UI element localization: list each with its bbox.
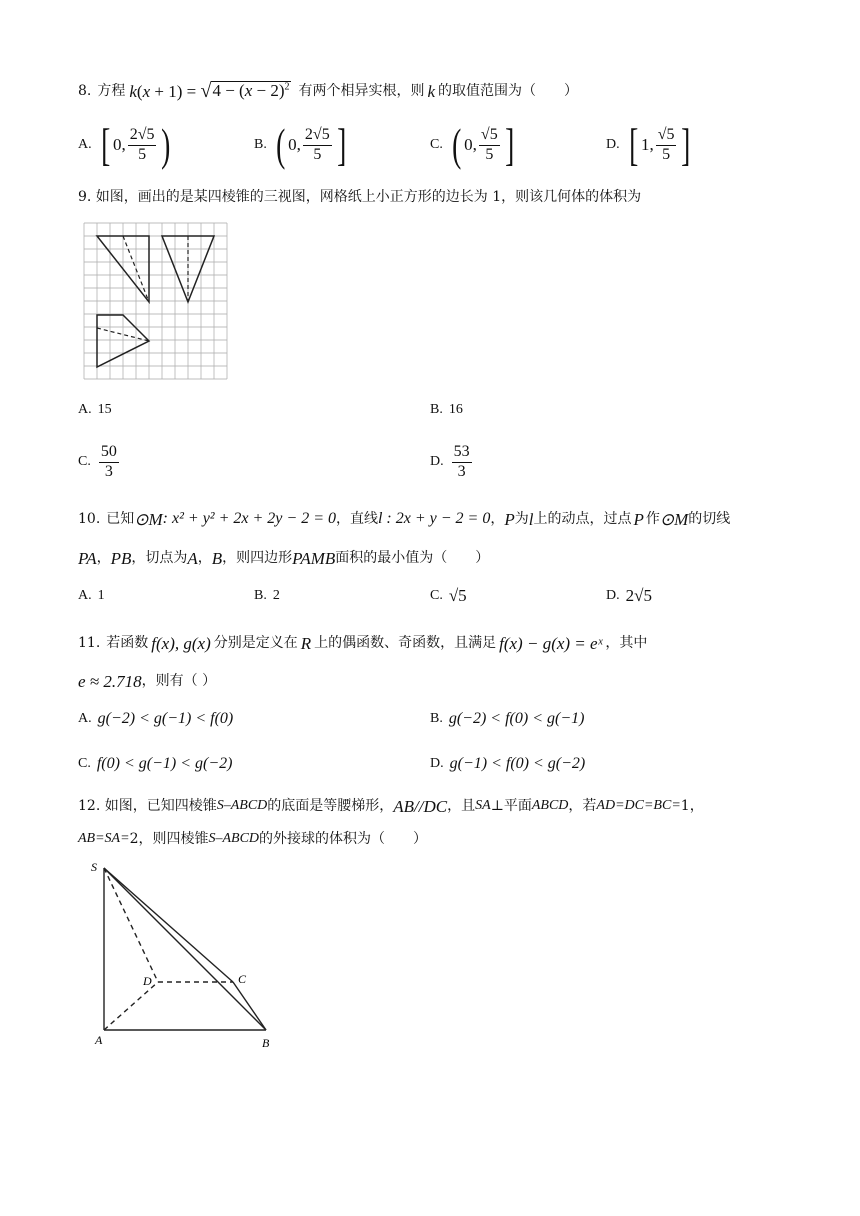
text: 的切线	[688, 511, 731, 527]
frac-den: 5	[662, 145, 671, 163]
views	[97, 236, 214, 367]
fraction	[452, 443, 472, 481]
option-label: C.	[78, 454, 91, 469]
q11-stem-line1	[78, 632, 647, 654]
text: ，其中	[605, 635, 648, 651]
frac-num: √5	[479, 126, 500, 145]
option-label: A.	[78, 711, 92, 726]
q9-option-b[interactable]	[430, 402, 463, 418]
q12-stem-line1	[78, 795, 704, 817]
text: ，	[689, 798, 704, 814]
bracket: (	[275, 119, 286, 170]
text: ，则有（ ）	[141, 673, 217, 689]
q9-stem: 9. 如图，画出的是某四棱锥的三视图，网格纸上小正方形的边长为 1，则该几何体的体积为	[78, 189, 642, 205]
option-value: 16	[448, 402, 463, 417]
option-label: B.	[430, 711, 443, 726]
option-left: 0,	[112, 135, 126, 154]
fraction	[656, 126, 677, 164]
frac-den: 3	[457, 462, 466, 480]
option-value: 2√5	[625, 586, 652, 605]
q10-stem-line1	[78, 508, 730, 530]
option-label: D.	[430, 756, 444, 771]
option-left: 0,	[464, 135, 477, 154]
text: 1	[680, 798, 690, 814]
option-label: D.	[606, 588, 620, 603]
var: P	[504, 509, 515, 529]
option-value: f(0) < g(−1) < g(−2)	[96, 755, 233, 772]
q11-stem-line2	[78, 670, 216, 692]
q10-option-b[interactable]	[254, 588, 280, 604]
frac-num: 50	[99, 443, 119, 462]
text: 上的偶函数、奇函数，且满足	[314, 635, 497, 651]
var: A	[187, 548, 198, 568]
var: l	[528, 509, 534, 529]
q8-option-c[interactable]	[430, 118, 517, 172]
option-value: 1	[97, 588, 105, 603]
text: 作	[645, 511, 660, 527]
edge-sd	[104, 868, 158, 982]
option-label: A.	[78, 402, 92, 417]
var: SA	[475, 798, 491, 813]
text: 的外接球的体积为（ ）	[259, 831, 428, 847]
frac-num: √5	[656, 126, 677, 145]
q9-option-d[interactable]	[430, 440, 474, 484]
label-c: C	[238, 972, 247, 986]
frac-num: 2√5	[303, 126, 332, 145]
var: ABCD	[531, 798, 569, 813]
line-equation: l : 2x + y − 2 = 0	[377, 510, 491, 527]
circle-symbol: ⊙M	[134, 509, 163, 529]
fraction	[303, 126, 332, 164]
label-a: A	[95, 1033, 103, 1047]
option-label: D.	[430, 454, 444, 469]
option-value: g(−2) < f(0) < g(−1)	[448, 710, 585, 727]
option-left: 0,	[288, 135, 301, 154]
q9-option-a[interactable]	[78, 402, 112, 418]
label-s: S	[91, 860, 97, 874]
option-label: B.	[430, 402, 443, 417]
fraction	[128, 126, 157, 164]
pyramid-figure	[88, 858, 288, 1054]
text: 面积的最小值为（ ）	[335, 550, 490, 566]
edge-ad	[104, 982, 158, 1030]
frac-den: 5	[138, 145, 147, 163]
q8-option-b[interactable]	[254, 118, 349, 172]
option-label: B.	[254, 137, 267, 152]
option-label: A.	[78, 137, 92, 152]
q8-tail: 的取值范围为（ ）	[438, 83, 579, 99]
fraction	[99, 443, 119, 481]
text: 已知	[106, 511, 135, 527]
q10-number: 10.	[78, 511, 101, 527]
q11-number: 11.	[78, 635, 101, 651]
q12-stem-line2	[78, 828, 427, 850]
text: 的底面是等腰梯形，	[267, 798, 394, 814]
bracket: (	[451, 119, 462, 170]
q11-option-a[interactable]	[78, 710, 233, 728]
option-value: 2	[272, 588, 280, 603]
label-d: D	[143, 974, 152, 988]
q8-sqrt: √ $4 - (x - 2)^2$	[200, 80, 290, 102]
q8-number: 8.	[78, 83, 92, 99]
e-approx: e ≈ 2.718	[78, 671, 142, 691]
option-value: √5	[448, 586, 467, 605]
bracket: [	[100, 119, 110, 170]
option-label: B.	[254, 588, 267, 603]
text: 2	[129, 831, 139, 847]
q10-option-a[interactable]	[78, 588, 105, 604]
option-value: 15	[97, 402, 112, 417]
q8-suffix: 有两个相异实根，则	[298, 83, 425, 99]
q8-prefix: 方程	[97, 83, 126, 99]
frac-den: 5	[313, 145, 322, 163]
q11-option-d[interactable]	[430, 755, 585, 773]
equation: f(x) − g(x) = eˣ	[499, 633, 603, 653]
var: AB=SA=	[78, 831, 130, 846]
three-view-figure	[80, 222, 230, 386]
q11-option-b[interactable]	[430, 710, 584, 728]
text: ⊥平面	[490, 798, 532, 814]
text: 上的动点，过点	[533, 511, 632, 527]
q11-option-c[interactable]	[78, 755, 232, 773]
q8-option-a[interactable]	[78, 118, 174, 172]
var: PB	[110, 548, 132, 568]
bracket: )	[161, 119, 171, 170]
var: AD=DC=BC=	[596, 798, 681, 813]
text: 分别是定义在	[213, 635, 298, 651]
text: ，则四边形	[222, 550, 293, 566]
option-label: C.	[430, 588, 443, 603]
option-label: A.	[78, 588, 92, 603]
option-value: g(−2) < g(−1) < f(0)	[97, 710, 234, 727]
q9-option-c[interactable]	[78, 440, 121, 484]
option-value: g(−1) < f(0) < g(−2)	[449, 755, 586, 772]
text: ，切点为	[131, 550, 188, 566]
var: AB//DC	[393, 796, 448, 816]
edge-sb	[104, 868, 266, 1030]
q8-stem: 8. 方程 k ( x + 1) = √ $4 - (x - 2)^2$ 有两个相异实根，则 k 的取值范围为（ ）	[78, 80, 579, 102]
functions: f(x), g(x)	[151, 633, 211, 653]
text: ，直线	[335, 511, 378, 527]
frac-num: 53	[452, 443, 472, 462]
var: PAMB	[292, 548, 336, 568]
option-label: C.	[430, 137, 443, 152]
bracket: ]	[504, 119, 514, 170]
var: PA	[78, 548, 97, 568]
var: B	[211, 548, 223, 568]
option-left: 1,	[640, 135, 654, 154]
q10-option-c[interactable]	[430, 586, 467, 606]
var: P	[633, 509, 644, 529]
q8-option-d[interactable]	[606, 118, 694, 172]
var: S–ABCD	[208, 831, 260, 846]
edge-cb	[233, 982, 266, 1030]
circle-symbol: ⊙M	[659, 509, 689, 529]
fraction	[479, 126, 500, 164]
q10-stem-line2: PA ， PB ，切点为 A ， B ，则四边形 PAMB 面积的最小值为（ ）	[78, 548, 490, 568]
text: 若函数	[106, 635, 149, 651]
text: 为	[514, 511, 529, 527]
q8-var-k: k	[427, 81, 436, 101]
text: ，且	[447, 798, 476, 814]
option-label: C.	[78, 756, 91, 771]
var: R	[300, 633, 312, 653]
var: S–ABCD	[216, 798, 268, 813]
text: ，	[490, 511, 505, 527]
text: ，则四棱锥	[138, 831, 209, 847]
frac-num: 2√5	[128, 126, 157, 145]
bracket: [	[628, 119, 638, 170]
frac-den: 5	[485, 145, 494, 163]
option-label: D.	[606, 137, 620, 152]
text: ，若	[568, 798, 597, 814]
q10-option-d[interactable]	[606, 586, 652, 606]
bracket: ]	[336, 119, 346, 170]
circle-equation: : x² + y² + 2x + 2y − 2 = 0	[162, 510, 336, 527]
frac-den: 3	[104, 462, 113, 480]
label-b: B	[262, 1036, 270, 1050]
bracket: ]	[681, 119, 691, 170]
edge-sc	[104, 868, 233, 982]
text: 12. 如图，已知四棱锥	[78, 798, 217, 814]
